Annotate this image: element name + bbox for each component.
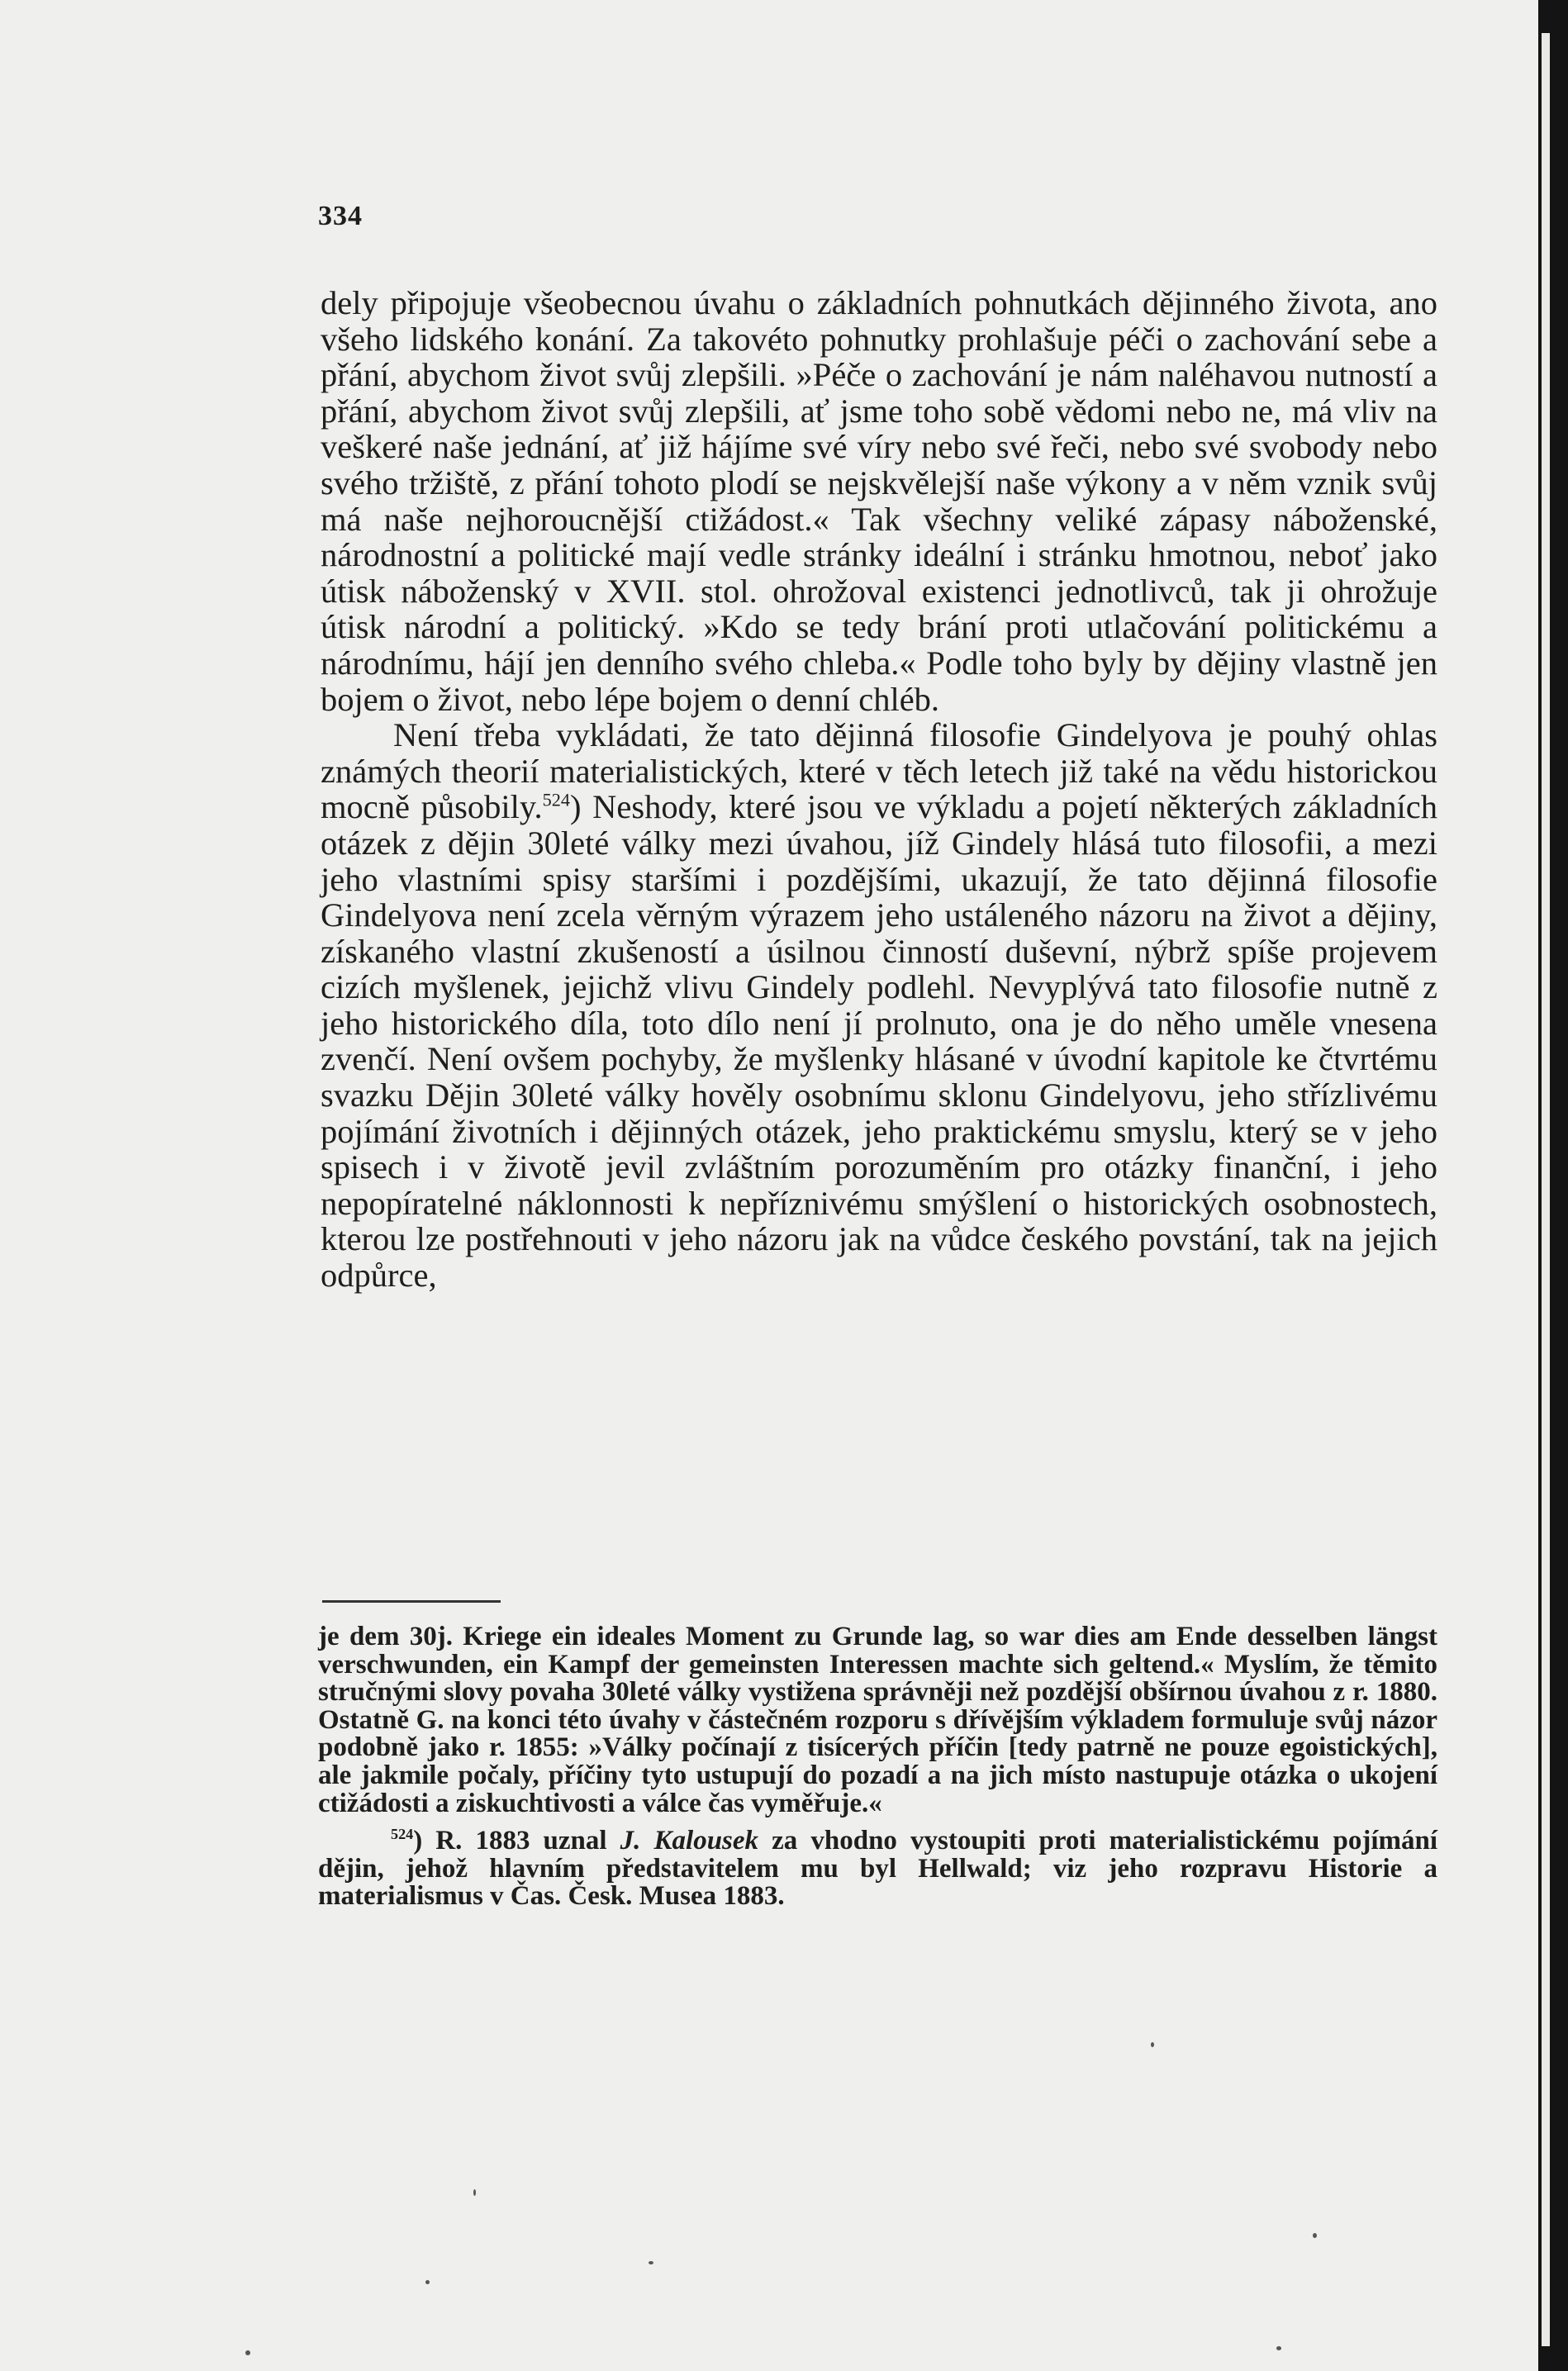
footnotes xyxy=(318,1623,1437,1911)
dust-speck xyxy=(425,2280,430,2284)
paragraph-1: dely připojuje všeobecnou úvahu o základních pohnutkách dějinného života, ano všeho lidského konání. Za takovéto pohnutky prohlašuje péči o zachování sebe a přání, abychom život svůj zlepšili. »Péče o zachování je nám naléhavou nutností a přání, abychom život svůj zlepšili, ať jsme toho sobě vědomi nebo ne, má vliv na veškeré naše jednání, ať již hájíme své víry nebo své řeči, nebo své svobody nebo svého tržiště, z přání tohoto plodí se nejskvělejší naše výkony a v něm vznik svůj má naše nejhoroucnější ctižádost.« Tak všechny veliké zápasy náboženské, národnostní a politické mají vedle stránky ideální i stránku hmotnou, neboť jako útisk náboženský v XVII. stol. ohrožoval existenci jednotlivců, tak ji ohrožuje útisk národní a politický. »Kdo se tedy brání proti utlačování politickému a národnímu, hájí jen denního svého chleba.« Podle toho byly by dějiny vlastně jen bojem o život, nebo lépe bojem o denní chléb. xyxy=(321,284,1437,718)
adjacent-page-edge xyxy=(1542,33,1550,2346)
dust-speck xyxy=(1151,2042,1154,2047)
paragraph-2-text-after-ref: ) Neshody, které jsou ve výkladu a pojetí některých základních otázek z dějin 30leté války mezi úvahou, jíž Gindely hlásá tuto filosofii, a mezi jeho vlastními spisy staršími i pozdějšími, ukazují, že tato dějinná filosofie Gindelyova není zcela věrným výrazem jeho ustáleného názoru na život a dějiny, získaného vlastní zkušeností a úsilnou činností duševní, nýbrž spíše projevem cizích myšlenek, jejichž vlivu Gindely podlehl. Nevyplývá tato filosofie nutně z jeho historického díla, toto dílo není jí prolnuto, ona je do něho uměle vnesena zvenčí. Není ovšem pochyby, že myšlenky hlásané v úvodní kapitole ke čtvrtému svazku Dějin 30leté války hověly osobnímu sklonu Gindelyovu, jeho střízlivému pojímání životních i dějinných otázek, jeho praktickému smyslu, který se v jeho spisech i v životě jevil zvláštním porozuměním pro otázky finanční, i jeho nepopíratelné náklonnosti k nepříznivému smýšlení o historických osobnostech, kterou lze postřehnouti v jeho názoru jak na vůdce českého povstání, tak na jejich odpůrce, xyxy=(321,788,1437,1295)
footnote-text-end: za vhodno vystoupiti proti materialistickému pojímání dějin, jehož hlavním představitelem mu byl Hellwald; viz jeho rozpravu Historie a materialismus v Čas. Česk. Musea 1883. xyxy=(318,1826,1438,1912)
footnote-separator xyxy=(322,1600,501,1603)
dust-speck xyxy=(649,2261,653,2264)
dust-speck xyxy=(245,2350,250,2355)
main-text xyxy=(321,285,1437,1294)
dust-speck xyxy=(473,2189,476,2196)
footnote-reference: 524 xyxy=(542,789,570,810)
footnote-continuation: je dem 30j. Kriege ein ideales Moment zu Grunde lag, so war dies am Ende desselben längst verschwunden, ein Kampf der gemeinsten Interessen machte sich geltend.« Myslím, že těmito stručnými slovy povaha 30leté války vystižena správněji než pozdější obšírnou úvahou z r. 1880. Ostatně G. na konci této úvahy v částečném rozporu s dřívějším výkladem formuluje svůj názor podobně jako r. 1855: »Války počínají z tisícerých příčin [tedy patrně ne pouze egoistických], ale jakmile počaly, příčiny tyto ustupují do pozadí a na jich místo nastupuje otázka o ukojení ctižádosti a ziskuchtivosti a válce čas vyměřuje.« xyxy=(318,1622,1437,1818)
paragraph-2-text-before-ref: Není třeba vykládati, že tato dějinná filosofie Gindelyova je pouhý ohlas známých theorií materialistických, které v těch letech již také na vědu historickou mocně působily. xyxy=(321,716,1437,826)
footnote-author-name: J. Kalousek xyxy=(620,1826,759,1856)
dust-speck xyxy=(1276,2346,1281,2350)
footnote-marker: 524 xyxy=(391,1826,414,1843)
scan-border xyxy=(1538,0,1568,2371)
paragraph-2 xyxy=(321,717,1437,1294)
footnote-524 xyxy=(318,1827,1437,1911)
dust-speck xyxy=(1313,2233,1317,2238)
footnote-text-start: ) R. 1883 uznal xyxy=(413,1826,620,1856)
page-number: 334 xyxy=(318,201,363,231)
